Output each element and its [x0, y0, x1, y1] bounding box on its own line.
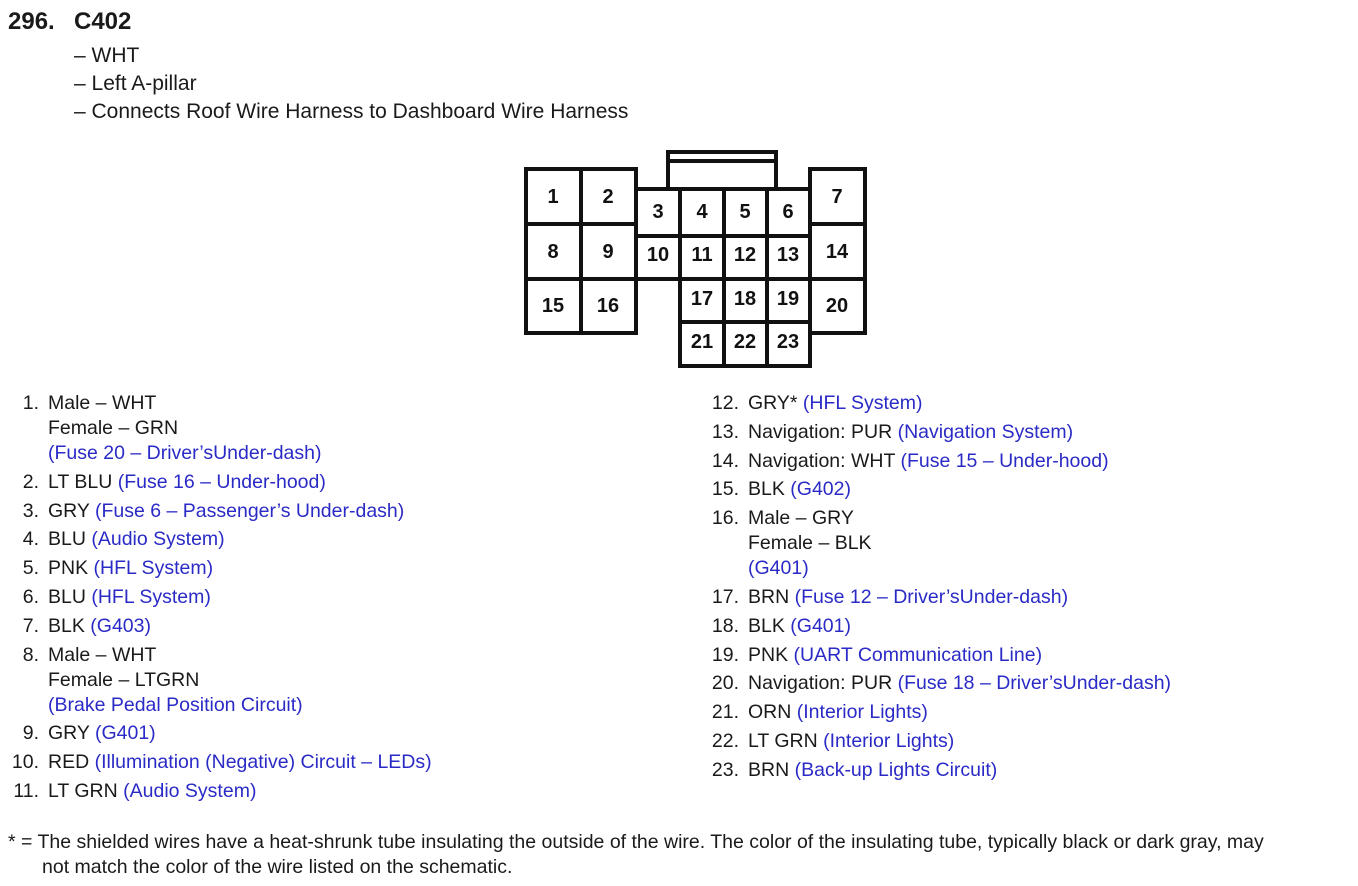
pin-entry-23 [708, 758, 1348, 783]
pin-number: 14. [711, 449, 739, 472]
cavity-label-1: 1 [547, 186, 559, 208]
pin-circuit: (Interior Lights) [796, 701, 928, 724]
pin-number: 13. [711, 420, 739, 443]
pin-number: 16. [711, 507, 739, 530]
pin-number: 8. [22, 643, 39, 666]
pin-number: 4. [22, 528, 39, 551]
pin-circuit: (Fuse 16 – Under-hood) [117, 470, 326, 493]
pin-wire: BRN [748, 585, 790, 608]
pin-entry-13 [708, 420, 1348, 445]
pin-wire-male: Male – WHT [48, 392, 157, 414]
shielded-wire-footnote [8, 830, 1354, 880]
pin-circuit: (G402) [790, 478, 851, 501]
cavity-label-19: 19 [776, 288, 800, 310]
pin-entry-17 [708, 585, 1348, 610]
pin-wire: BLK [748, 614, 785, 637]
cavity-label-12: 12 [733, 244, 757, 266]
pin-wire: PNK [48, 557, 89, 580]
pin-circuit: (Back-up Lights Circuit) [794, 758, 998, 781]
connector-latch [668, 152, 776, 189]
pin-wire: Navigation: PUR [748, 420, 893, 443]
pin-wire: BLK [48, 614, 85, 637]
pin-wire-male: Male – GRY [748, 507, 854, 530]
pin-number: 22. [711, 729, 739, 752]
pin-number: 20. [711, 672, 739, 695]
cavity-label-11: 11 [691, 244, 713, 266]
pin-wire: BLK [748, 478, 785, 501]
pin-wire-male: Male – WHT [48, 643, 157, 666]
cavity-label-4: 4 [696, 201, 708, 223]
pin-number: 18. [711, 614, 739, 637]
pin-wire: ORN [748, 701, 792, 724]
pin-wire: RED [48, 751, 90, 774]
pin-list-right [708, 391, 1348, 787]
pin-entry-16 [708, 506, 1348, 581]
connector-description: – Connects Roof Wire Harness to Dashboard Wire Harness [74, 100, 629, 123]
pin-wire-female: Female – BLK [748, 532, 872, 555]
cavity-label-18: 18 [733, 288, 757, 310]
cavity-label-7: 7 [831, 186, 843, 208]
pin-number: 23. [711, 758, 739, 781]
connector-location: – Left A-pillar [74, 72, 197, 95]
pin-wire: Navigation: PUR [748, 672, 893, 695]
pin-wire: LT BLU [48, 470, 113, 493]
pin-number: 17. [711, 585, 739, 608]
footnote-line-1: * = The shielded wires have a heat-shrunk tube insulating the outside of the wire. The color of the insulating tube, typically black or dark gray, may [8, 831, 1264, 853]
pin-circuit: (Fuse 15 – Under-hood) [900, 449, 1109, 472]
pin-circuit: (HFL System) [93, 557, 214, 580]
pin-circuit: (Illumination (Negative) Circuit – LEDs) [94, 751, 432, 774]
pin-circuit: (Fuse 18 – Driver’sUnder-dash) [897, 672, 1172, 695]
footnote-line-2: not match the color of the wire listed on the schematic. [42, 856, 513, 878]
pin-entry-3 [8, 499, 668, 524]
pin-number: 11. [13, 779, 39, 802]
pin-entry-19 [708, 643, 1348, 668]
cavity-label-16: 16 [596, 295, 620, 317]
cavity-label-6: 6 [782, 201, 794, 223]
pin-list-left [8, 391, 668, 808]
pin-number: 19. [711, 643, 739, 666]
pin-number: 3. [22, 499, 39, 522]
pin-entry-22 [708, 729, 1348, 754]
cavity-label-13: 13 [776, 244, 800, 266]
pin-entry-8 [8, 643, 668, 718]
pin-circuit: (G401) [748, 557, 809, 580]
cavity-label-10: 10 [646, 244, 670, 266]
pin-wire: GRY* [748, 392, 798, 414]
pin-circuit: (G401) [94, 722, 156, 745]
pin-number: 1. [22, 392, 39, 414]
cavity-label-23: 23 [776, 331, 800, 353]
pin-entry-4 [8, 527, 668, 552]
pin-number: 21. [711, 701, 739, 724]
cavity-label-5: 5 [739, 201, 751, 223]
pin-wire-female: Female – GRN [48, 417, 179, 439]
pin-entry-5 [8, 556, 668, 581]
connector-details [74, 42, 628, 126]
pin-wire: LT GRN [748, 729, 818, 752]
connector-number: 296. [8, 8, 55, 35]
cavity-label-17: 17 [690, 288, 714, 310]
cavity-label-3: 3 [652, 201, 664, 223]
connector-name: C402 [74, 8, 132, 35]
pin-wire: LT GRN [48, 779, 118, 802]
cavity-label-15: 15 [541, 295, 565, 317]
pin-circuit: (Fuse 6 – Passenger’s Under-dash) [94, 499, 405, 522]
pin-number: 2. [22, 470, 39, 493]
pin-entry-18 [708, 614, 1348, 639]
connector-heading [8, 6, 131, 38]
pin-entry-21 [708, 700, 1348, 725]
pin-number: 7. [22, 614, 39, 637]
pin-circuit: (HFL System) [802, 392, 923, 414]
pin-entry-11 [8, 779, 668, 804]
pin-entry-10 [8, 750, 668, 775]
pin-entry-12 [708, 391, 1348, 416]
cavity-label-8: 8 [547, 241, 559, 263]
pin-circuit: (Fuse 12 – Driver’sUnder-dash) [794, 585, 1069, 608]
pin-entry-2 [8, 470, 668, 495]
pin-circuit: (G403) [90, 614, 151, 637]
cavity-label-14: 14 [825, 241, 849, 263]
pin-number: 10. [11, 751, 39, 774]
pin-wire: Navigation: WHT [748, 449, 896, 472]
pin-wire: GRY [48, 499, 90, 522]
pin-wire-female: Female – LTGRN [48, 668, 200, 691]
pin-circuit: (Fuse 20 – Driver’sUnder-dash) [48, 442, 322, 464]
pin-entry-1 [8, 391, 668, 466]
cavity-label-21: 21 [690, 331, 714, 353]
pin-entry-6 [8, 585, 668, 610]
pin-wire: PNK [748, 643, 789, 666]
pin-circuit: (Navigation System) [897, 420, 1074, 443]
pin-wire: BLU [48, 528, 86, 551]
pin-number: 5. [22, 557, 39, 580]
pin-number: 15. [711, 478, 739, 501]
connector-face-diagram [510, 140, 880, 380]
pin-circuit: (Audio System) [91, 528, 225, 551]
pin-number: 12. [711, 392, 739, 414]
pin-entry-15 [708, 477, 1348, 502]
pin-entry-7 [8, 614, 668, 639]
pin-circuit: (Interior Lights) [823, 729, 955, 752]
pin-circuit: (HFL System) [91, 585, 211, 608]
pin-number: 9. [22, 722, 39, 745]
connector-color: – WHT [74, 44, 140, 67]
pin-entry-20 [708, 671, 1348, 696]
pin-wire: BLU [48, 585, 86, 608]
cavity-label-22: 22 [733, 331, 757, 353]
pin-number: 6. [22, 585, 39, 608]
pin-wire: GRY [48, 722, 90, 745]
pin-entry-9 [8, 721, 668, 746]
pin-circuit: (G401) [790, 614, 851, 637]
pin-circuit: (Audio System) [123, 779, 257, 802]
cavity-label-9: 9 [602, 241, 614, 263]
pin-circuit: (Brake Pedal Position Circuit) [48, 693, 303, 716]
pin-entry-14 [708, 449, 1348, 474]
pin-circuit: (UART Communication Line) [793, 643, 1043, 666]
connector-face-svg [510, 140, 880, 380]
cavity-label-2: 2 [602, 186, 614, 208]
pin-wire: BRN [748, 758, 790, 781]
cavity-label-20: 20 [825, 295, 849, 317]
